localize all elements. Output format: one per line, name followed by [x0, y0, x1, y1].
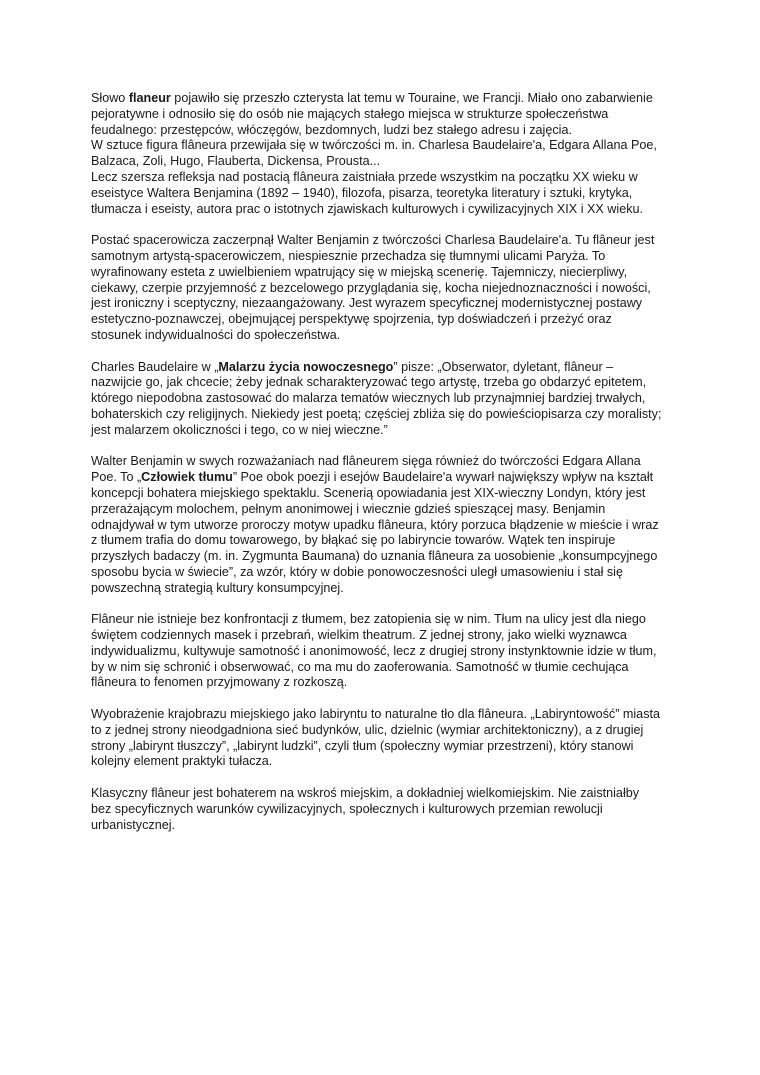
text-run: którego niepodobna zastosować do malarza tematów wiecznych lub przynajmniej bardziej trwałych,: [91, 391, 646, 406]
text-line: [91, 549, 676, 565]
paragraph: [91, 360, 676, 439]
text-run: odnajdywał w tym utworze proroczy motyw upadku flâneura, który porzuca błądzenie w mieście i wraz: [91, 517, 659, 532]
text-run: estetyczno-poznawczej, obejmującej perspektywę spojrzenia, typ doświadczeń i przeżyć oraz: [91, 312, 612, 327]
text-line: [91, 754, 676, 770]
text-line: [91, 454, 676, 470]
text-run: Balzaca, Zoli, Hugo, Flauberta, Dickensa, Prousta...: [91, 154, 381, 169]
text-run: stosunek indywidualności do społeczeństwa.: [91, 327, 341, 342]
text-line: [91, 265, 676, 281]
text-run: Poe. To „: [91, 470, 142, 485]
text-line: [91, 565, 676, 581]
text-run: to z jednej strony nieodgadniona sieć budynków, ulic, dzielnic (wymiar architektoniczny), a z drugiej: [91, 722, 644, 737]
text-run: bez specyficznych warunków cywilizacyjnych, społecznych i kulturowych przemian rewolucji: [91, 801, 603, 816]
text-run: wyrafinowany esteta z uwielbieniem wpatrujący się w miejską scenerię. Tajemniczy, niecierpliwy,: [91, 264, 628, 279]
text-run: Flâneur nie istnieje bez konfrontacji z tłumem, bez zatopienia się w nim. Tłum na ulicy jest dla niego: [91, 612, 646, 627]
paragraph: [91, 612, 676, 691]
text-line: [91, 675, 676, 691]
text-line: [91, 818, 676, 834]
text-line: [91, 154, 676, 170]
text-run: Charles Baudelaire w „: [91, 359, 219, 374]
text-line: [91, 707, 676, 723]
text-line: [91, 628, 676, 644]
text-line: [91, 660, 676, 676]
text-run: kolejny element praktyki tułacza.: [91, 754, 273, 769]
bold-title: Człowiek tłumu: [141, 470, 233, 485]
text-line: [91, 644, 676, 660]
text-run: jest ironiczny i sceptyczny, niezaangażowany. Jest wyrazem specyficznej modernistycznej postawy: [91, 296, 643, 311]
text-run: tłumacza i eseisty, autora prac o istotnych zjawiskach kulturowych i cywilizacyjnych XIX i XX wieku.: [91, 201, 643, 216]
text-run: Klasyczny flâneur jest bohaterem na wskroś miejskim, a dokładniej wielkomiejskim. Nie zaistniałby: [91, 786, 640, 801]
text-run: W sztuce figura flâneura przewijała się w twórczości m. in. Charlesa Baudelaire'a, Edgara Allana Poe,: [91, 138, 657, 153]
text-run: Słowo: [91, 91, 129, 105]
text-line: [91, 486, 676, 502]
text-line: [91, 281, 676, 297]
text-line: [91, 723, 676, 739]
text-line: [91, 423, 676, 439]
paragraph: [91, 454, 676, 596]
text-line: [91, 233, 676, 249]
text-line: [91, 312, 676, 328]
text-run: nazwijcie go, jak chcecie; żeby jednak scharakteryzować tego artystę, trzeba go obdarzyć epitetem,: [91, 375, 647, 390]
text-line: [91, 202, 676, 218]
text-run: Postać spacerowicza zaczerpnął Walter Benjamin z twórczości Charlesa Baudelaire'a. Tu flâneur jest: [91, 233, 655, 248]
text-run: pejoratywne i odnosiło się do osób nie mających stałego miejsca w strukturze społeczeństwa: [91, 106, 609, 121]
paragraph: [91, 707, 676, 770]
text-line: [91, 375, 676, 391]
text-run: by w nim się schronić i obserwować, co ma mu do zaoferowania. Samotność w tłumie cechująca: [91, 659, 629, 674]
text-run: urbanistycznej.: [91, 817, 175, 832]
text-line: [91, 502, 676, 518]
text-line: [91, 533, 676, 549]
text-line: [91, 186, 676, 202]
paragraph: [91, 233, 676, 344]
text-run: feudalnego: przestępców, włóczęgów, bezdomnych, ludzi bez stałego adresu i zajęcia.: [91, 122, 572, 137]
text-line: [91, 123, 676, 139]
text-line: [91, 802, 676, 818]
bold-title: flaneur: [128, 91, 171, 105]
text-line: [91, 518, 676, 534]
text-line: [91, 407, 676, 423]
text-line: [91, 612, 676, 628]
text-line: [91, 360, 676, 376]
text-run: bohaterskich czy religijnych. Niekiedy jest poetą; częściej zbliża się do powieściopisarza czy moralisty;: [91, 406, 662, 421]
text-run: ” Poe obok poezji i esejów Baudelaire'a wywarł największy wpływ na kształt: [232, 470, 654, 485]
paragraph: [91, 786, 676, 833]
text-run: Wyobrażenie krajobrazu miejskiego jako labiryntu to naturalne tło dla flâneura. „Labiryntowość” miasta: [91, 707, 660, 722]
text-run: przyszłych badaczy (m. in. Zygmunta Baumana) do uznania flâneura za uosobienie „konsumpcyjnego: [91, 549, 658, 564]
text-line: [91, 138, 676, 154]
text-run: powszechną strategią kultury konsumpcyjnej.: [91, 580, 344, 595]
text-line: [91, 328, 676, 344]
text-run: eseistyce Waltera Benjamina (1892 – 1940), filozofa, pisarza, teoretyka literatury i sztuki, krytyka,: [91, 185, 633, 200]
text-line: [91, 391, 676, 407]
text-run: koncepcji bohatera miejskiego spektaklu. Scenerią opowiadania jest XIX-wieczny Londyn, który jest: [91, 485, 646, 500]
document-page: [91, 91, 676, 849]
text-line: [91, 470, 676, 486]
text-run: sposobu bycia w świecie”, za wzór, który w dobie ponowoczesności uległ umasowieniu i stał się: [91, 564, 623, 579]
text-run: strony „labirynt tłuszczy”, „labirynt ludzki”, czyli tłum (społeczny wymiar przestrzeni), który stanowi: [91, 738, 634, 753]
text-line: [91, 581, 676, 597]
text-line: [91, 170, 676, 186]
text-run: z tłumem trafia do domu towarowego, by błąkać się po labiryncie towarów. Wątek ten inspiruje: [91, 533, 616, 548]
text-line: [91, 249, 676, 265]
text-run: samotnym artystą-spacerowiczem, niespiesznie przechadza się tłumnymi ulicami Paryża. To: [91, 248, 606, 263]
text-line: [91, 296, 676, 312]
text-run: Walter Benjamin w swych rozważaniach nad flâneurem sięga również do twórczości Edgara Allana: [91, 454, 641, 469]
text-run: Lecz szersza refleksja nad postacią flâneura zaistniała przede wszystkim na początku XX wieku w: [91, 169, 638, 184]
text-run: flâneura to fenomen przyjmowany z rozkoszą.: [91, 675, 348, 690]
text-run: przerażającym molochem, pełnym anonimowej i wiecznie gdzieś spieszącej masy. Benjamin: [91, 501, 606, 516]
text-line: [91, 786, 676, 802]
text-run: jest malarzem okoliczności i tego, co w niej wieczne.”: [91, 422, 388, 437]
text-line: [91, 91, 676, 107]
text-run: świętem codziennych masek i przebrań, wielkim theatrum. Z jednej strony, jako wielki wyznawca: [91, 628, 627, 643]
text-run: ” pisze: „Obserwator, dyletant, flâneur –: [393, 359, 614, 374]
text-line: [91, 739, 676, 755]
paragraph: [91, 91, 676, 217]
bold-title: Malarzu życia nowoczesnego: [218, 359, 394, 374]
text-run: ciekawy, czerpie przyjemność z bezcelowego przyglądania się, kocha niejednoznaczności i nowości,: [91, 280, 651, 295]
text-run: indywidualizmu, kultywuje samotność i anonimowość, lecz z drugiej strony instynktownie idzie w tłum,: [91, 643, 657, 658]
text-line: [91, 107, 676, 123]
text-run: pojawiło się przeszło czterysta lat temu w Touraine, we Francji. Miało ono zabarwienie: [170, 91, 653, 105]
